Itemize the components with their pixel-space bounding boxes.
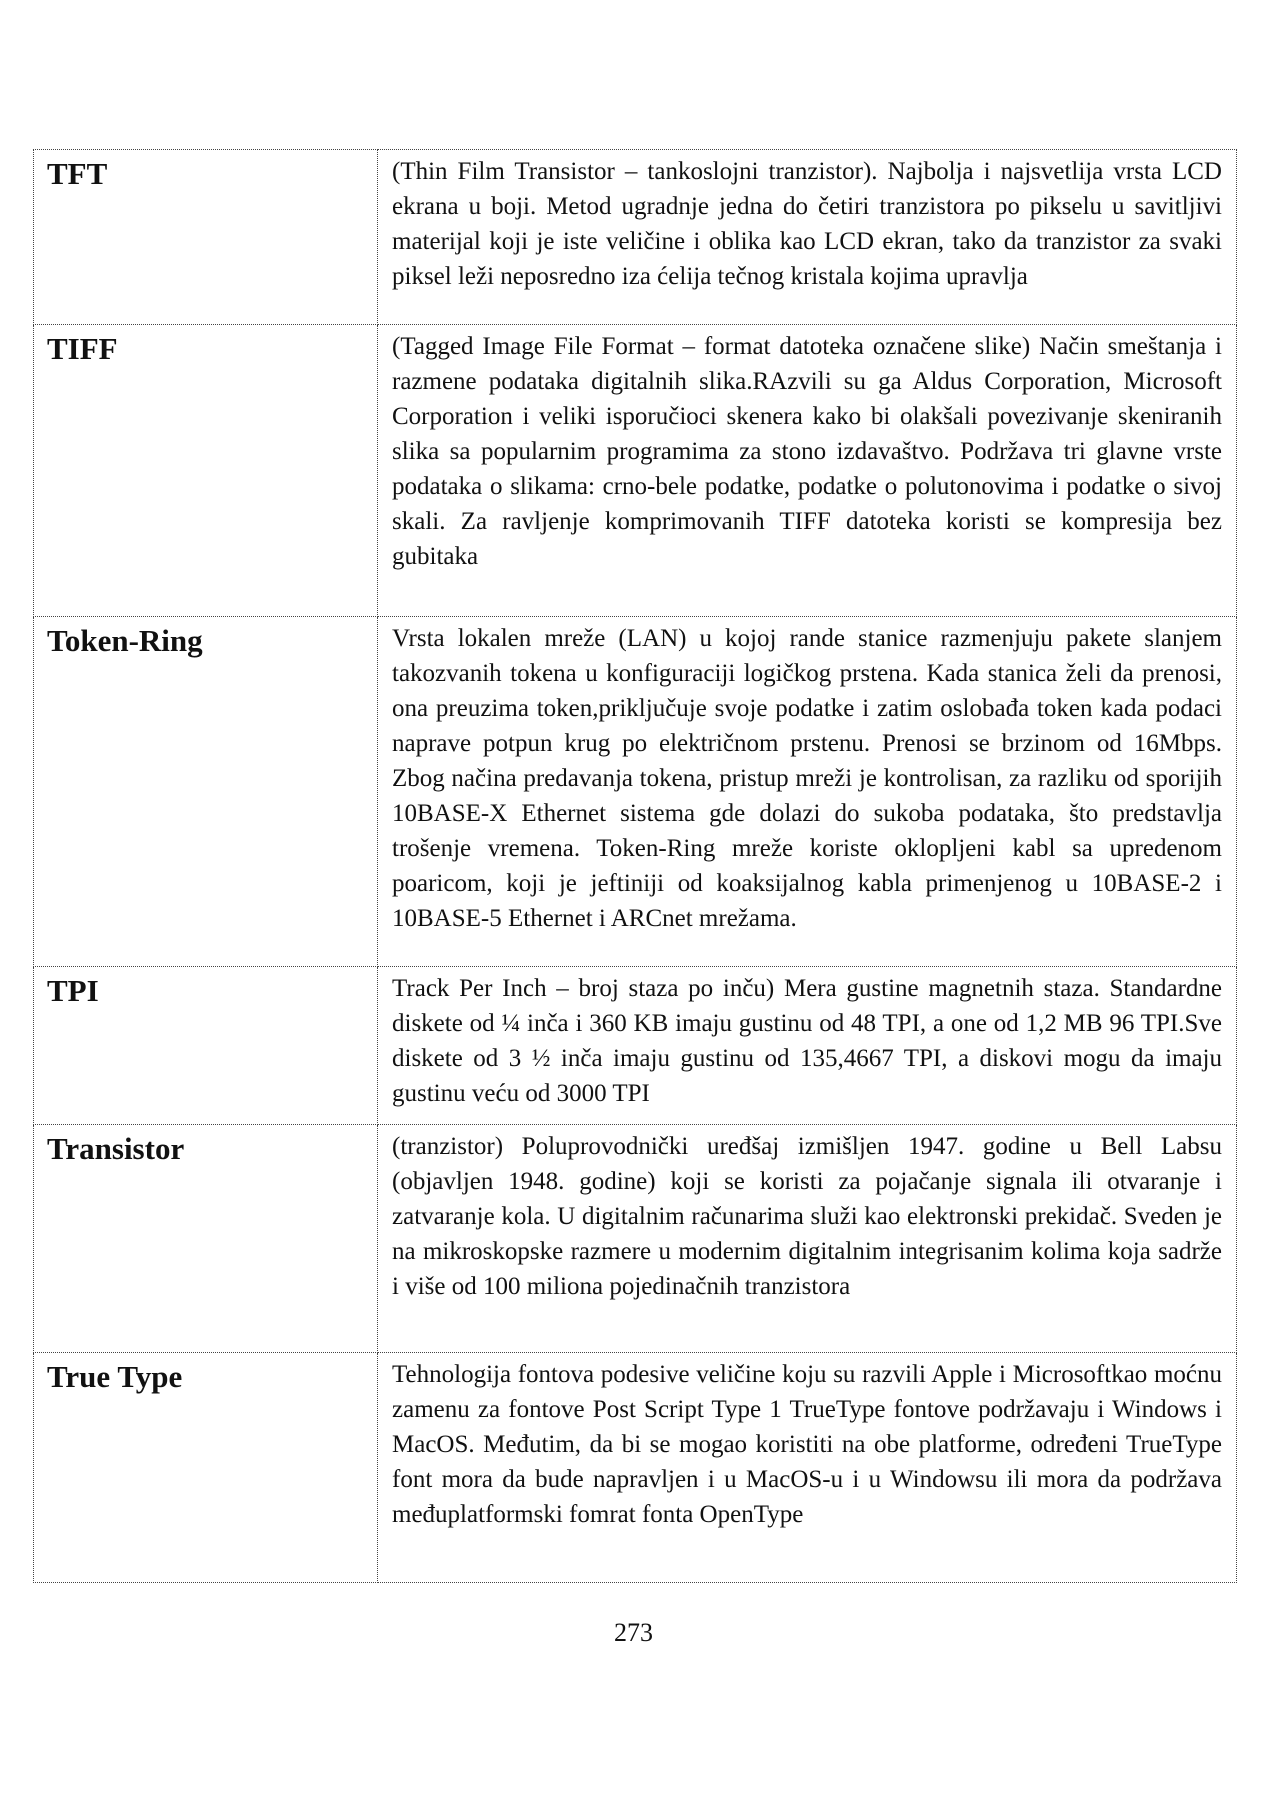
definition-tft: (Thin Film Transistor – tankoslojni tranzistor). Najbolja i najsvetlija vrsta LCD ekrana u boji. Metod ugradnje jedna do četiri tranzistora po pikselu u savitljivi materijal koji je iste veličine i oblika kao LCD ekran, tako da tranzistor za svaki piksel leži neposredno iza ćelija tečnog kristala kojima upravlja [392,158,1222,290]
glossary-row-tiff [34,325,1237,617]
glossary-row-transistor [34,1125,1237,1353]
definition-cell [378,325,1237,617]
term-token-ring: Token-Ring [47,623,203,658]
definition-cell [378,967,1237,1125]
definition-cell [378,1125,1237,1353]
term-cell [34,325,378,617]
term-true-type: True Type [47,1359,183,1394]
term-cell [34,1353,378,1583]
glossary-row-tpi [34,967,1237,1125]
term-cell [34,967,378,1125]
glossary-row-true-type [34,1353,1237,1583]
definition-transistor: (tranzistor) Poluprovodnički uređšaj izmišljen 1947. godine u Bell Labsu (objavljen 1948. godine) koji se koristi za pojačanje signala ili otvaranje i zatvaranje kola. U digitalnim računarima služi kao elektronski prekidač. Sveden je na mikroskopske razmere u modernim digitalnim integrisanim kolima koja sadrže i više od 100 miliona pojedinačnih tranzistora [392,1133,1222,1300]
term-tpi: TPI [47,973,99,1008]
definition-tpi: Track Per Inch – broj staza po inču) Mera gustine magnetnih staza. Standardne diskete od ¼ inča i 360 KB imaju gustinu od 48 TPI, a one od 1,2 MB 96 TPI.Sve diskete od 3 ½ inča imaju gustinu od 135,4667 TPI, a diskovi mogu da imaju gustinu veću od 3000 TPI [392,975,1222,1107]
definition-true-type: Tehnologija fontova podesive veličine koju su razvili Apple i Microsoftkao moćnu zamenu za fontove Post Script Type 1 TrueType fontove podržavaju i Windows i MacOS. Međutim, da bi se mogao koristiti na obe platforme, određeni TrueType font mora da bude napravljen i u MacOS-u i u Windowsu ili mora da podržava međuplatformski fomrat fonta OpenType [392,1361,1222,1528]
glossary-row-tft [34,150,1237,325]
definition-cell [378,1353,1237,1583]
definition-tiff: (Tagged Image File Format – format datoteka označene slike) Način smeštanja i razmene podataka digitalnih slika.RAzvili su ga Aldus Corporation, Microsoft Corporation i veliki isporučioci skenera kako bi olakšali povezivanje skeniranih slika sa popularnim programima za stono izdavaštvo. Podržava tri glavne vrste podataka o slikama: crno-bele podatke, podatke o polutonovima i podatke o sivoj skali. Za ravljenje komprimovanih TIFF datoteka koristi se kompresija bez gubitaka [392,333,1222,570]
term-transistor: Transistor [47,1131,185,1166]
definition-cell [378,617,1237,967]
term-cell [34,1125,378,1353]
term-cell [34,617,378,967]
page-number: 273 [614,1618,653,1647]
glossary-row-token-ring [34,617,1237,967]
glossary-table [33,149,1237,1583]
definition-cell [378,150,1237,325]
term-tft: TFT [47,156,108,191]
definition-token-ring: Vrsta lokalen mreže (LAN) u kojoj rande stanice razmenjuju pakete slanjem takozvanih tokena u konfiguraciji logičkog prstena. Kada stanica želi da prenosi, ona preuzima token,priključuje svoje podatke i zatim oslobađa token kada podaci naprave potpun krug po električnom prstenu. Prenosi se brzinom od 16Mbps. Zbog načina predavanja tokena, pristup mreži je kontrolisan, za razliku od sporijih 10BASE-X Ethernet sistema gde dolazi do sukoba podataka, što predstavlja trošenje vremena. Token-Ring mreže koriste oklopljeni kabl sa upredenom poaricom, koji je jeftiniji od koaksijalnog kabla primenjenog u 10BASE-2 i 10BASE-5 Ethernet i ARCnet mrežama. [392,625,1222,932]
term-cell [34,150,378,325]
term-tiff: TIFF [47,331,118,366]
